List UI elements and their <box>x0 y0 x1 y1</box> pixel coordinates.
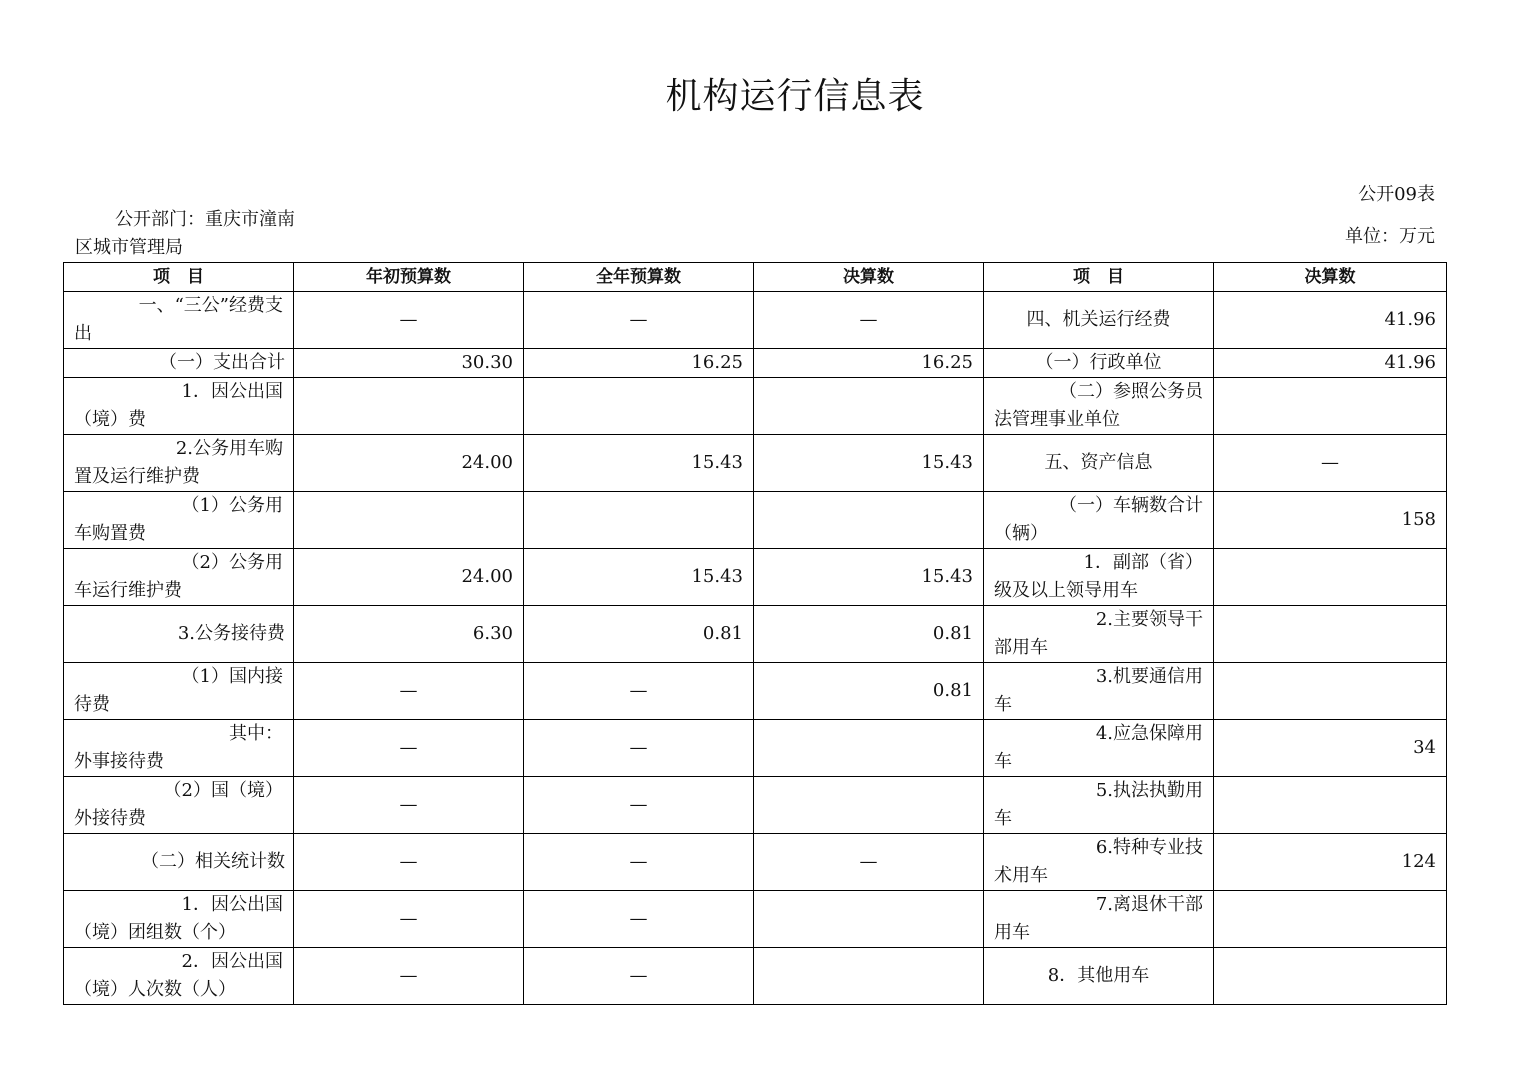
left-item-cell-line1: （1）国内接 <box>181 666 283 687</box>
final-account-cell: — <box>754 834 984 891</box>
right-item-cell-text: （一）行政单位 <box>1035 352 1162 373</box>
right-item-cell-text: 8．其他用车 <box>1047 965 1150 986</box>
annual-budget-cell: — <box>524 292 754 349</box>
right-item-cell-line2: 车 <box>994 751 1012 772</box>
right-item-cell-line2: 部用车 <box>994 637 1048 658</box>
annual-budget-cell: — <box>524 948 754 1005</box>
right-item-cell-line2: 车 <box>994 808 1012 829</box>
right-final-account-cell: 34 <box>1214 720 1447 777</box>
header-annual-budget: 全年预算数 <box>524 263 754 292</box>
right-item-cell-line1: （二）参照公务员 <box>1059 381 1203 402</box>
right-item-cell-line2: 用车 <box>994 922 1030 943</box>
final-account-cell <box>754 492 984 549</box>
initial-budget-cell <box>294 492 524 549</box>
right-item-cell <box>984 435 1214 492</box>
left-item-cell-line1: （2）公务用 <box>181 552 283 573</box>
final-account-cell <box>754 891 984 948</box>
right-item-cell <box>984 777 1214 834</box>
header-final-account-2: 决算数 <box>1214 263 1447 292</box>
final-account-cell: 16.25 <box>754 349 984 378</box>
left-item-cell <box>64 378 294 435</box>
right-item-cell <box>984 663 1214 720</box>
page-title: 机构运行信息表 <box>665 76 925 117</box>
left-item-cell-line1: 一、“三公”经费支 <box>138 295 283 316</box>
initial-budget-cell: — <box>294 834 524 891</box>
table-row <box>64 378 1447 435</box>
left-item-cell <box>64 492 294 549</box>
right-final-account-cell: 158 <box>1214 492 1447 549</box>
left-item-cell-line1: 其中： <box>229 723 283 744</box>
table-row <box>64 777 1447 834</box>
right-item-cell <box>984 834 1214 891</box>
form-number: 公开09表 <box>1358 184 1435 205</box>
initial-budget-cell <box>294 378 524 435</box>
left-item-cell-line2: （境）人次数（人） <box>74 979 236 1000</box>
left-item-cell-line1: 1．因公出国 <box>181 381 283 402</box>
left-item-cell <box>64 663 294 720</box>
annual-budget-cell: — <box>524 777 754 834</box>
table-row <box>64 549 1447 606</box>
right-item-cell-line1: 6.特种专业技 <box>1095 837 1203 858</box>
table-row <box>64 834 1447 891</box>
initial-budget-cell: 30.30 <box>294 349 524 378</box>
header-item-2: 项 目 <box>984 263 1214 292</box>
right-item-cell-line1: 7.离退休干部 <box>1095 894 1203 915</box>
left-item-cell-text: （二）相关统计数 <box>141 851 285 872</box>
initial-budget-cell: 24.00 <box>294 435 524 492</box>
right-final-account-cell <box>1214 606 1447 663</box>
unit-label: 单位：万元 <box>1345 226 1435 247</box>
left-item-cell <box>64 435 294 492</box>
right-item-cell <box>984 349 1214 378</box>
final-account-cell: 15.43 <box>754 549 984 606</box>
table-row <box>64 948 1447 1005</box>
right-item-cell <box>984 606 1214 663</box>
right-item-cell <box>984 549 1214 606</box>
left-item-cell <box>64 891 294 948</box>
left-item-cell <box>64 549 294 606</box>
right-item-cell <box>984 891 1214 948</box>
right-item-cell-line2: 级及以上领导用车 <box>994 580 1138 601</box>
final-account-cell: 15.43 <box>754 435 984 492</box>
initial-budget-cell: — <box>294 777 524 834</box>
right-item-cell-line1: 3.机要通信用 <box>1095 666 1203 687</box>
left-item-cell-line2: 车运行维护费 <box>74 580 182 601</box>
right-final-account-cell <box>1214 777 1447 834</box>
right-item-cell-line2: （辆） <box>994 523 1048 544</box>
right-item-cell <box>984 492 1214 549</box>
left-item-cell-line1: （1）公务用 <box>181 495 283 516</box>
left-item-cell <box>64 606 294 663</box>
right-final-account-cell: — <box>1214 435 1447 492</box>
left-item-cell-text: （一）支出合计 <box>159 352 285 373</box>
initial-budget-cell: — <box>294 292 524 349</box>
table-row <box>64 720 1447 777</box>
left-item-cell-line2: 外事接待费 <box>74 751 164 772</box>
right-final-account-cell: 124 <box>1214 834 1447 891</box>
table-row <box>64 349 1447 378</box>
final-account-cell <box>754 378 984 435</box>
left-item-cell <box>64 349 294 378</box>
right-item-cell-line2: 车 <box>994 694 1012 715</box>
header-final-account: 决算数 <box>754 263 984 292</box>
right-final-account-cell <box>1214 378 1447 435</box>
annual-budget-cell: 0.81 <box>524 606 754 663</box>
annual-budget-cell: — <box>524 891 754 948</box>
right-item-cell-line2: 术用车 <box>994 865 1048 886</box>
right-final-account-cell <box>1214 948 1447 1005</box>
right-item-cell-line1: 2.主要领导干 <box>1095 609 1203 630</box>
right-item-cell <box>984 292 1214 349</box>
right-item-cell <box>984 720 1214 777</box>
annual-budget-cell <box>524 378 754 435</box>
left-item-cell <box>64 777 294 834</box>
left-item-cell-line1: （2）国（境） <box>163 780 283 801</box>
table-row <box>64 606 1447 663</box>
right-item-cell-text: 四、机关运行经费 <box>1026 309 1171 330</box>
table-row <box>64 663 1447 720</box>
right-final-account-cell <box>1214 663 1447 720</box>
left-item-cell-line2: 出 <box>74 323 92 344</box>
right-item-cell <box>984 948 1214 1005</box>
right-item-cell-line2: 法管理事业单位 <box>994 409 1120 430</box>
final-account-cell <box>754 720 984 777</box>
left-item-cell-line1: 2.公务用车购 <box>175 438 283 459</box>
right-item-cell-text: 五、资产信息 <box>1044 452 1153 473</box>
table-row <box>64 492 1447 549</box>
right-final-account-cell: 41.96 <box>1214 292 1447 349</box>
initial-budget-cell: — <box>294 891 524 948</box>
final-account-cell: 0.81 <box>754 663 984 720</box>
right-final-account-cell <box>1214 891 1447 948</box>
left-item-cell-line2: 待费 <box>74 694 110 715</box>
table-row <box>64 435 1447 492</box>
initial-budget-cell: — <box>294 948 524 1005</box>
right-item-cell <box>984 378 1214 435</box>
left-item-cell-line2: 外接待费 <box>74 808 146 829</box>
initial-budget-cell: — <box>294 720 524 777</box>
left-item-cell <box>64 948 294 1005</box>
department-label: 公开部门：重庆市潼南区城市管理局 <box>75 209 295 258</box>
table-row <box>64 891 1447 948</box>
left-item-cell <box>64 834 294 891</box>
final-account-cell: 0.81 <box>754 606 984 663</box>
table-row <box>64 292 1447 349</box>
annual-budget-cell: — <box>524 720 754 777</box>
final-account-cell: — <box>754 292 984 349</box>
left-item-cell-line2: 置及运行维护费 <box>74 466 200 487</box>
left-item-cell <box>64 292 294 349</box>
initial-budget-cell: 6.30 <box>294 606 524 663</box>
left-item-cell-line1: 2．因公出国 <box>181 951 283 972</box>
annual-budget-cell: — <box>524 663 754 720</box>
annual-budget-cell <box>524 492 754 549</box>
right-final-account-cell: 41.96 <box>1214 349 1447 378</box>
final-account-cell <box>754 777 984 834</box>
annual-budget-cell: 15.43 <box>524 549 754 606</box>
left-item-cell-line2: （境）团组数（个） <box>74 922 236 943</box>
left-item-cell-line2: 车购置费 <box>74 523 146 544</box>
left-item-cell-line1: 1．因公出国 <box>181 894 283 915</box>
annual-budget-cell: 15.43 <box>524 435 754 492</box>
right-item-cell-line1: （一）车辆数合计 <box>1059 495 1203 516</box>
right-item-cell-line1: 4.应急保障用 <box>1095 723 1203 744</box>
left-item-cell <box>64 720 294 777</box>
info-table <box>63 262 1447 1005</box>
header-initial-budget: 年初预算数 <box>294 263 524 292</box>
right-final-account-cell <box>1214 549 1447 606</box>
initial-budget-cell: — <box>294 663 524 720</box>
final-account-cell <box>754 948 984 1005</box>
table-header-row <box>64 263 1447 292</box>
annual-budget-cell: 16.25 <box>524 349 754 378</box>
left-item-cell-line2: （境）费 <box>74 409 146 430</box>
right-item-cell-line1: 5.执法执勤用 <box>1095 780 1203 801</box>
left-item-cell-text: 3.公务接待费 <box>177 623 285 644</box>
annual-budget-cell: — <box>524 834 754 891</box>
right-item-cell-line1: 1．副部（省） <box>1083 552 1203 573</box>
initial-budget-cell: 24.00 <box>294 549 524 606</box>
header-item: 项 目 <box>64 263 294 292</box>
